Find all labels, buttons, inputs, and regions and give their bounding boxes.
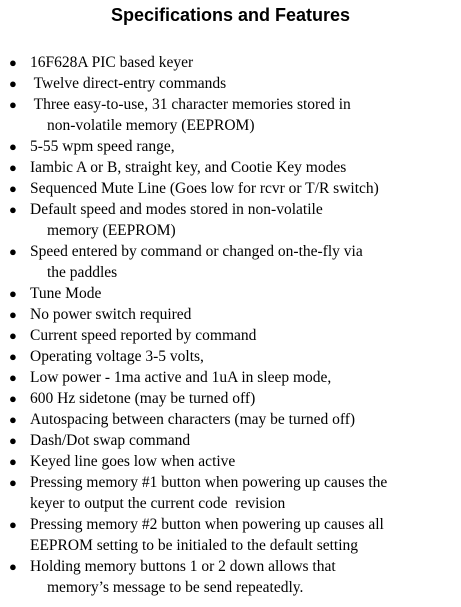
list-item bbox=[0, 199, 461, 241]
list-item bbox=[0, 346, 461, 367]
item-line: Sequenced Mute Line (Goes low for rcvr or T/R switch) bbox=[30, 180, 379, 197]
list-item bbox=[0, 73, 461, 94]
bullet-icon: ● bbox=[9, 160, 17, 175]
bullet-icon: ● bbox=[9, 307, 17, 322]
list-item bbox=[0, 472, 461, 514]
list-item bbox=[0, 388, 461, 409]
list-item bbox=[0, 241, 461, 283]
list-item bbox=[0, 409, 461, 430]
list-item bbox=[0, 157, 461, 178]
item-line: Pressing memory #2 button when powering up causes all bbox=[30, 516, 384, 533]
list-item bbox=[0, 304, 461, 325]
list-item bbox=[0, 136, 461, 157]
list-item bbox=[0, 178, 461, 199]
list-item bbox=[0, 94, 461, 136]
list-item bbox=[0, 451, 461, 472]
item-line: 5-55 wpm speed range, bbox=[30, 138, 175, 155]
bullet-icon: ● bbox=[9, 202, 17, 217]
item-line: Low power - 1ma active and 1uA in sleep mode, bbox=[30, 369, 332, 386]
bullet-icon: ● bbox=[9, 559, 17, 574]
item-line: Operating voltage 3-5 volts, bbox=[30, 348, 204, 365]
list-item bbox=[0, 514, 461, 556]
bullet-icon: ● bbox=[9, 244, 17, 259]
item-line: Holding memory buttons 1 or 2 down allows that bbox=[30, 558, 336, 575]
item-line: Current speed reported by command bbox=[30, 327, 257, 344]
item-line: Pressing memory #1 button when powering up causes the bbox=[30, 474, 388, 491]
bullet-icon: ● bbox=[9, 517, 17, 532]
item-line: Dash/Dot swap command bbox=[30, 432, 191, 449]
item-line: Speed entered by command or changed on-the-fly via bbox=[30, 243, 363, 260]
item-line: Tune Mode bbox=[30, 285, 102, 302]
list-item bbox=[0, 556, 461, 598]
item-line-continued: the paddles bbox=[47, 264, 118, 281]
list-item bbox=[0, 283, 461, 304]
bullet-icon: ● bbox=[9, 433, 17, 448]
item-line: Twelve direct-entry commands bbox=[30, 75, 227, 92]
item-line: Default speed and modes stored in non-volatile bbox=[30, 201, 323, 218]
list-item bbox=[0, 367, 461, 388]
bullet-icon: ● bbox=[9, 55, 17, 70]
item-line: No power switch required bbox=[30, 306, 192, 323]
item-line: 600 Hz sidetone (may be turned off) bbox=[30, 390, 256, 407]
item-line: Autospacing between characters (may be turned off) bbox=[30, 411, 356, 428]
bullet-icon: ● bbox=[9, 76, 17, 91]
bullet-icon: ● bbox=[9, 286, 17, 301]
item-line-continued: memory’s message to be send repeatedly. bbox=[47, 579, 304, 596]
bullet-icon: ● bbox=[9, 181, 17, 196]
item-line: Keyed line goes low when active bbox=[30, 453, 236, 470]
list-item bbox=[0, 325, 461, 346]
list-item bbox=[0, 430, 461, 451]
item-line-continued: keyer to output the current code revision bbox=[30, 495, 286, 512]
item-line-continued: memory (EEPROM) bbox=[47, 222, 176, 239]
page-title: Specifications and Features bbox=[110, 5, 351, 25]
item-line: 16F628A PIC based keyer bbox=[30, 54, 194, 71]
bullet-icon: ● bbox=[9, 412, 17, 427]
list-item bbox=[0, 52, 461, 73]
bullet-icon: ● bbox=[9, 391, 17, 406]
specifications-list bbox=[0, 52, 461, 598]
bullet-icon: ● bbox=[9, 139, 17, 154]
item-line: Three easy-to-use, 31 character memories stored in bbox=[30, 96, 351, 113]
bullet-icon: ● bbox=[9, 370, 17, 385]
bullet-icon: ● bbox=[9, 349, 17, 364]
bullet-icon: ● bbox=[9, 475, 17, 490]
item-line-continued: EEPROM setting to be initialed to the default setting bbox=[30, 537, 359, 554]
item-line: Iambic A or B, straight key, and Cootie Key modes bbox=[30, 159, 347, 176]
item-line-continued: non-volatile memory (EEPROM) bbox=[47, 117, 255, 134]
bullet-icon: ● bbox=[9, 97, 17, 112]
bullet-icon: ● bbox=[9, 454, 17, 469]
bullet-icon: ● bbox=[9, 328, 17, 343]
